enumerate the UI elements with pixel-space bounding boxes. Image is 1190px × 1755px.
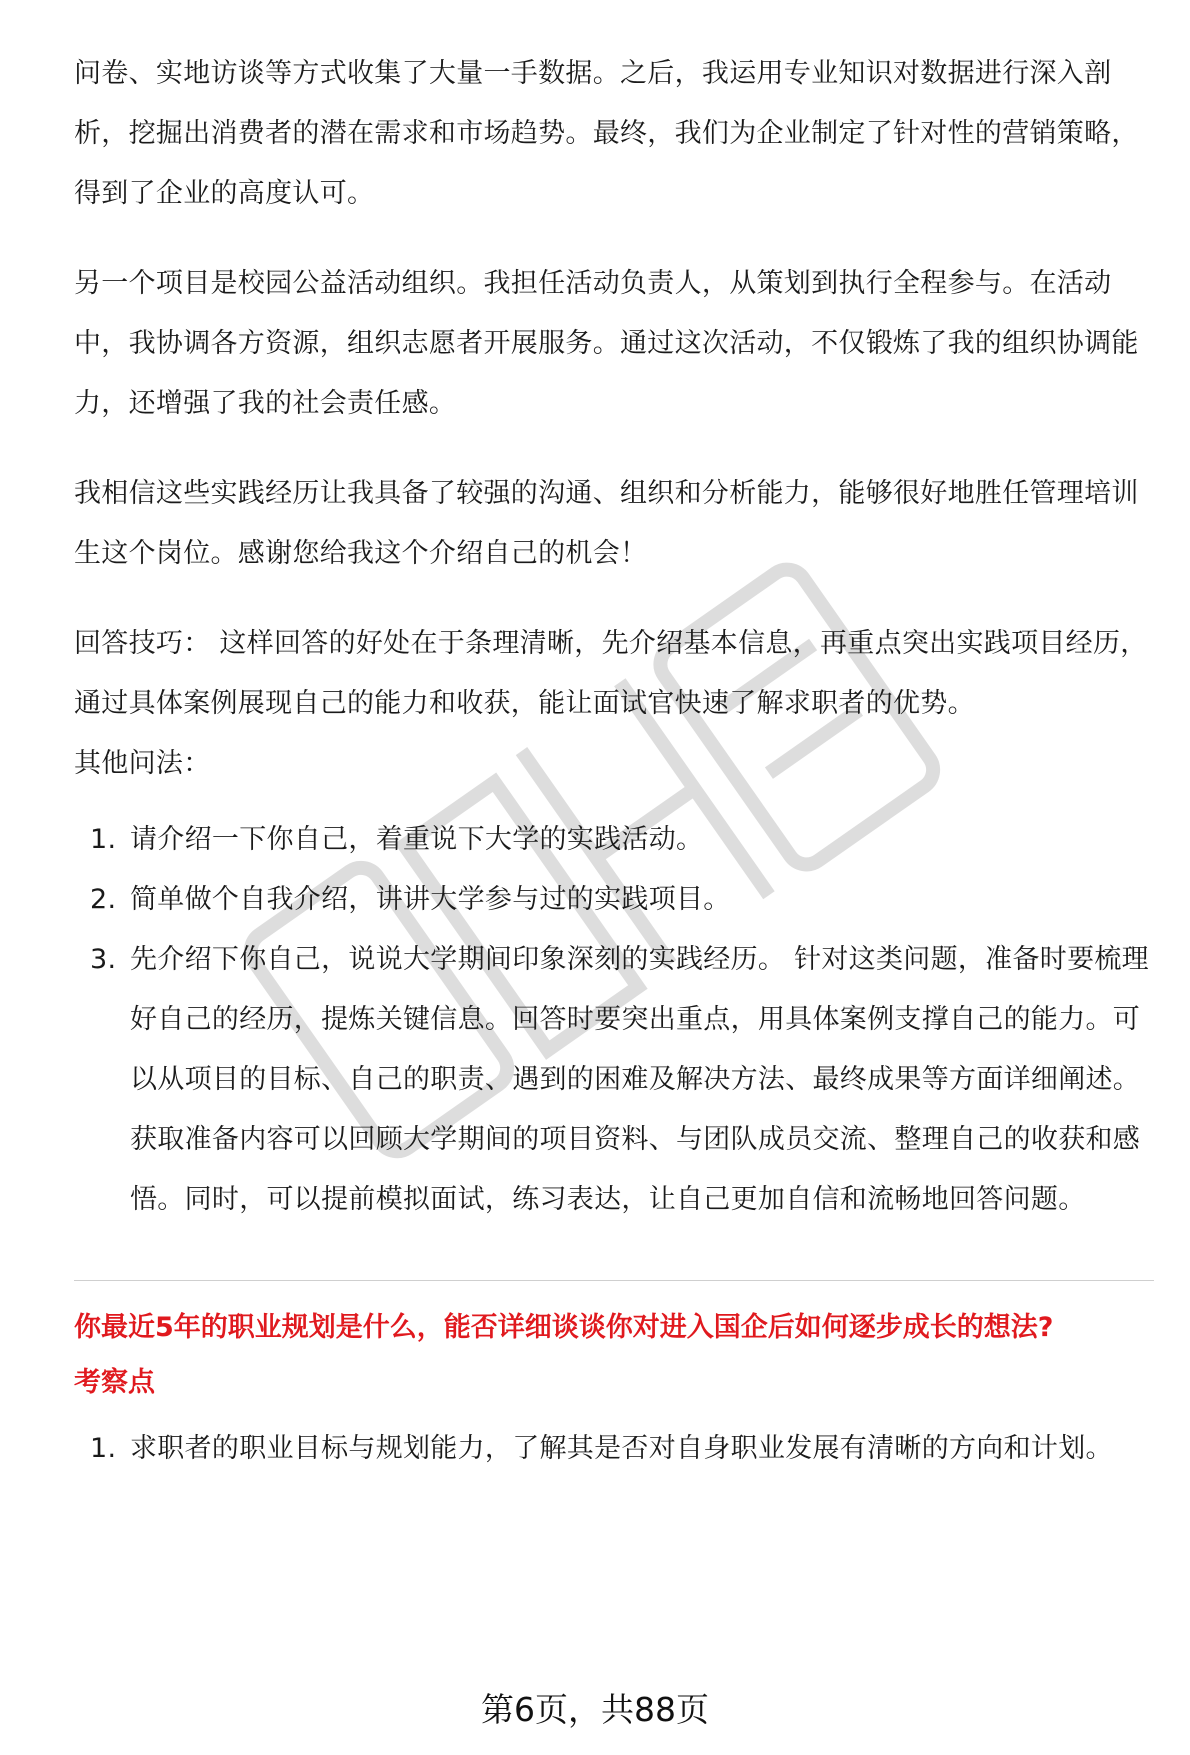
document-body (74, 44, 1154, 1479)
list-item-text: 求职者的职业目标与规划能力，了解其是否对自身职业发展有清晰的方向和计划。 (130, 1433, 1113, 1464)
list-item-text: 简单做个自我介绍，讲讲大学参与过的实践项目。 (130, 884, 731, 915)
assessment-points-list (74, 1419, 1154, 1479)
list-item-number: 3. (90, 944, 117, 975)
list-item (74, 870, 1154, 930)
list-item (74, 930, 1154, 1230)
paragraph-conclusion: 我相信这些实践经历让我具备了较强的沟通、组织和分析能力，能够很好地胜任管理培训生这个岗位。感谢您给我这个介绍自己的机会！ (74, 478, 1139, 569)
assessment-points-label: 考察点 (74, 1367, 155, 1398)
list-item-text: 先介绍下你自己，说说大学期间印象深刻的实践经历。 针对这类问题，准备时要梳理好自己的经历，提炼关键信息。回答时要突出重点，用具体案例支撑自己的能力。可以从项目的目标、自己的职责、遇到的困难及解决方法、最终成果等方面详细阐述。获取准备内容可以回顾大学期间的项目资料、与团队成员交流、整理自己的收获和感悟。同时，可以提前模拟面试，练习表达，让自己更加自信和流畅地回答问题。 (130, 944, 1149, 1215)
list-item-number: 1. (90, 1433, 117, 1464)
section-divider (74, 1280, 1154, 1281)
question-title: 你最近5年的职业规划是什么，能否详细谈谈你对进入国企后如何逐步成长的想法? (74, 1312, 1054, 1343)
other-questions-label: 其他问法： (74, 748, 211, 779)
list-item-number: 2. (90, 884, 117, 915)
list-item-text: 请介绍一下你自己，着重说下大学的实践活动。 (130, 824, 704, 855)
paragraph-project-charity: 另一个项目是校园公益活动组织。我担任活动负责人，从策划到执行全程参与。在活动中，我协调各方资源，组织志愿者开展服务。通过这次活动，不仅锻炼了我的组织协调能力，还增强了我的社会责任感。 (74, 268, 1139, 419)
paragraph-project-research: 问卷、实地访谈等方式收集了大量一手数据。之后，我运用专业知识对数据进行深入剖析，挖掘出消费者的潜在需求和市场趋势。最终，我们为企业制定了针对性的营销策略，得到了企业的高度认可。 (74, 58, 1139, 209)
list-item (74, 1419, 1154, 1479)
page-number-footer: 第6页，共88页 (481, 1690, 709, 1729)
other-questions-list (74, 810, 1154, 1230)
list-item-number: 1. (90, 824, 117, 855)
list-item (74, 810, 1154, 870)
answer-tips: 回答技巧： 这样回答的好处在于条理清晰，先介绍基本信息，再重点突出实践项目经历，通过具体案例展现自己的能力和收获，能让面试官快速了解求职者的优势。 (74, 628, 1148, 719)
